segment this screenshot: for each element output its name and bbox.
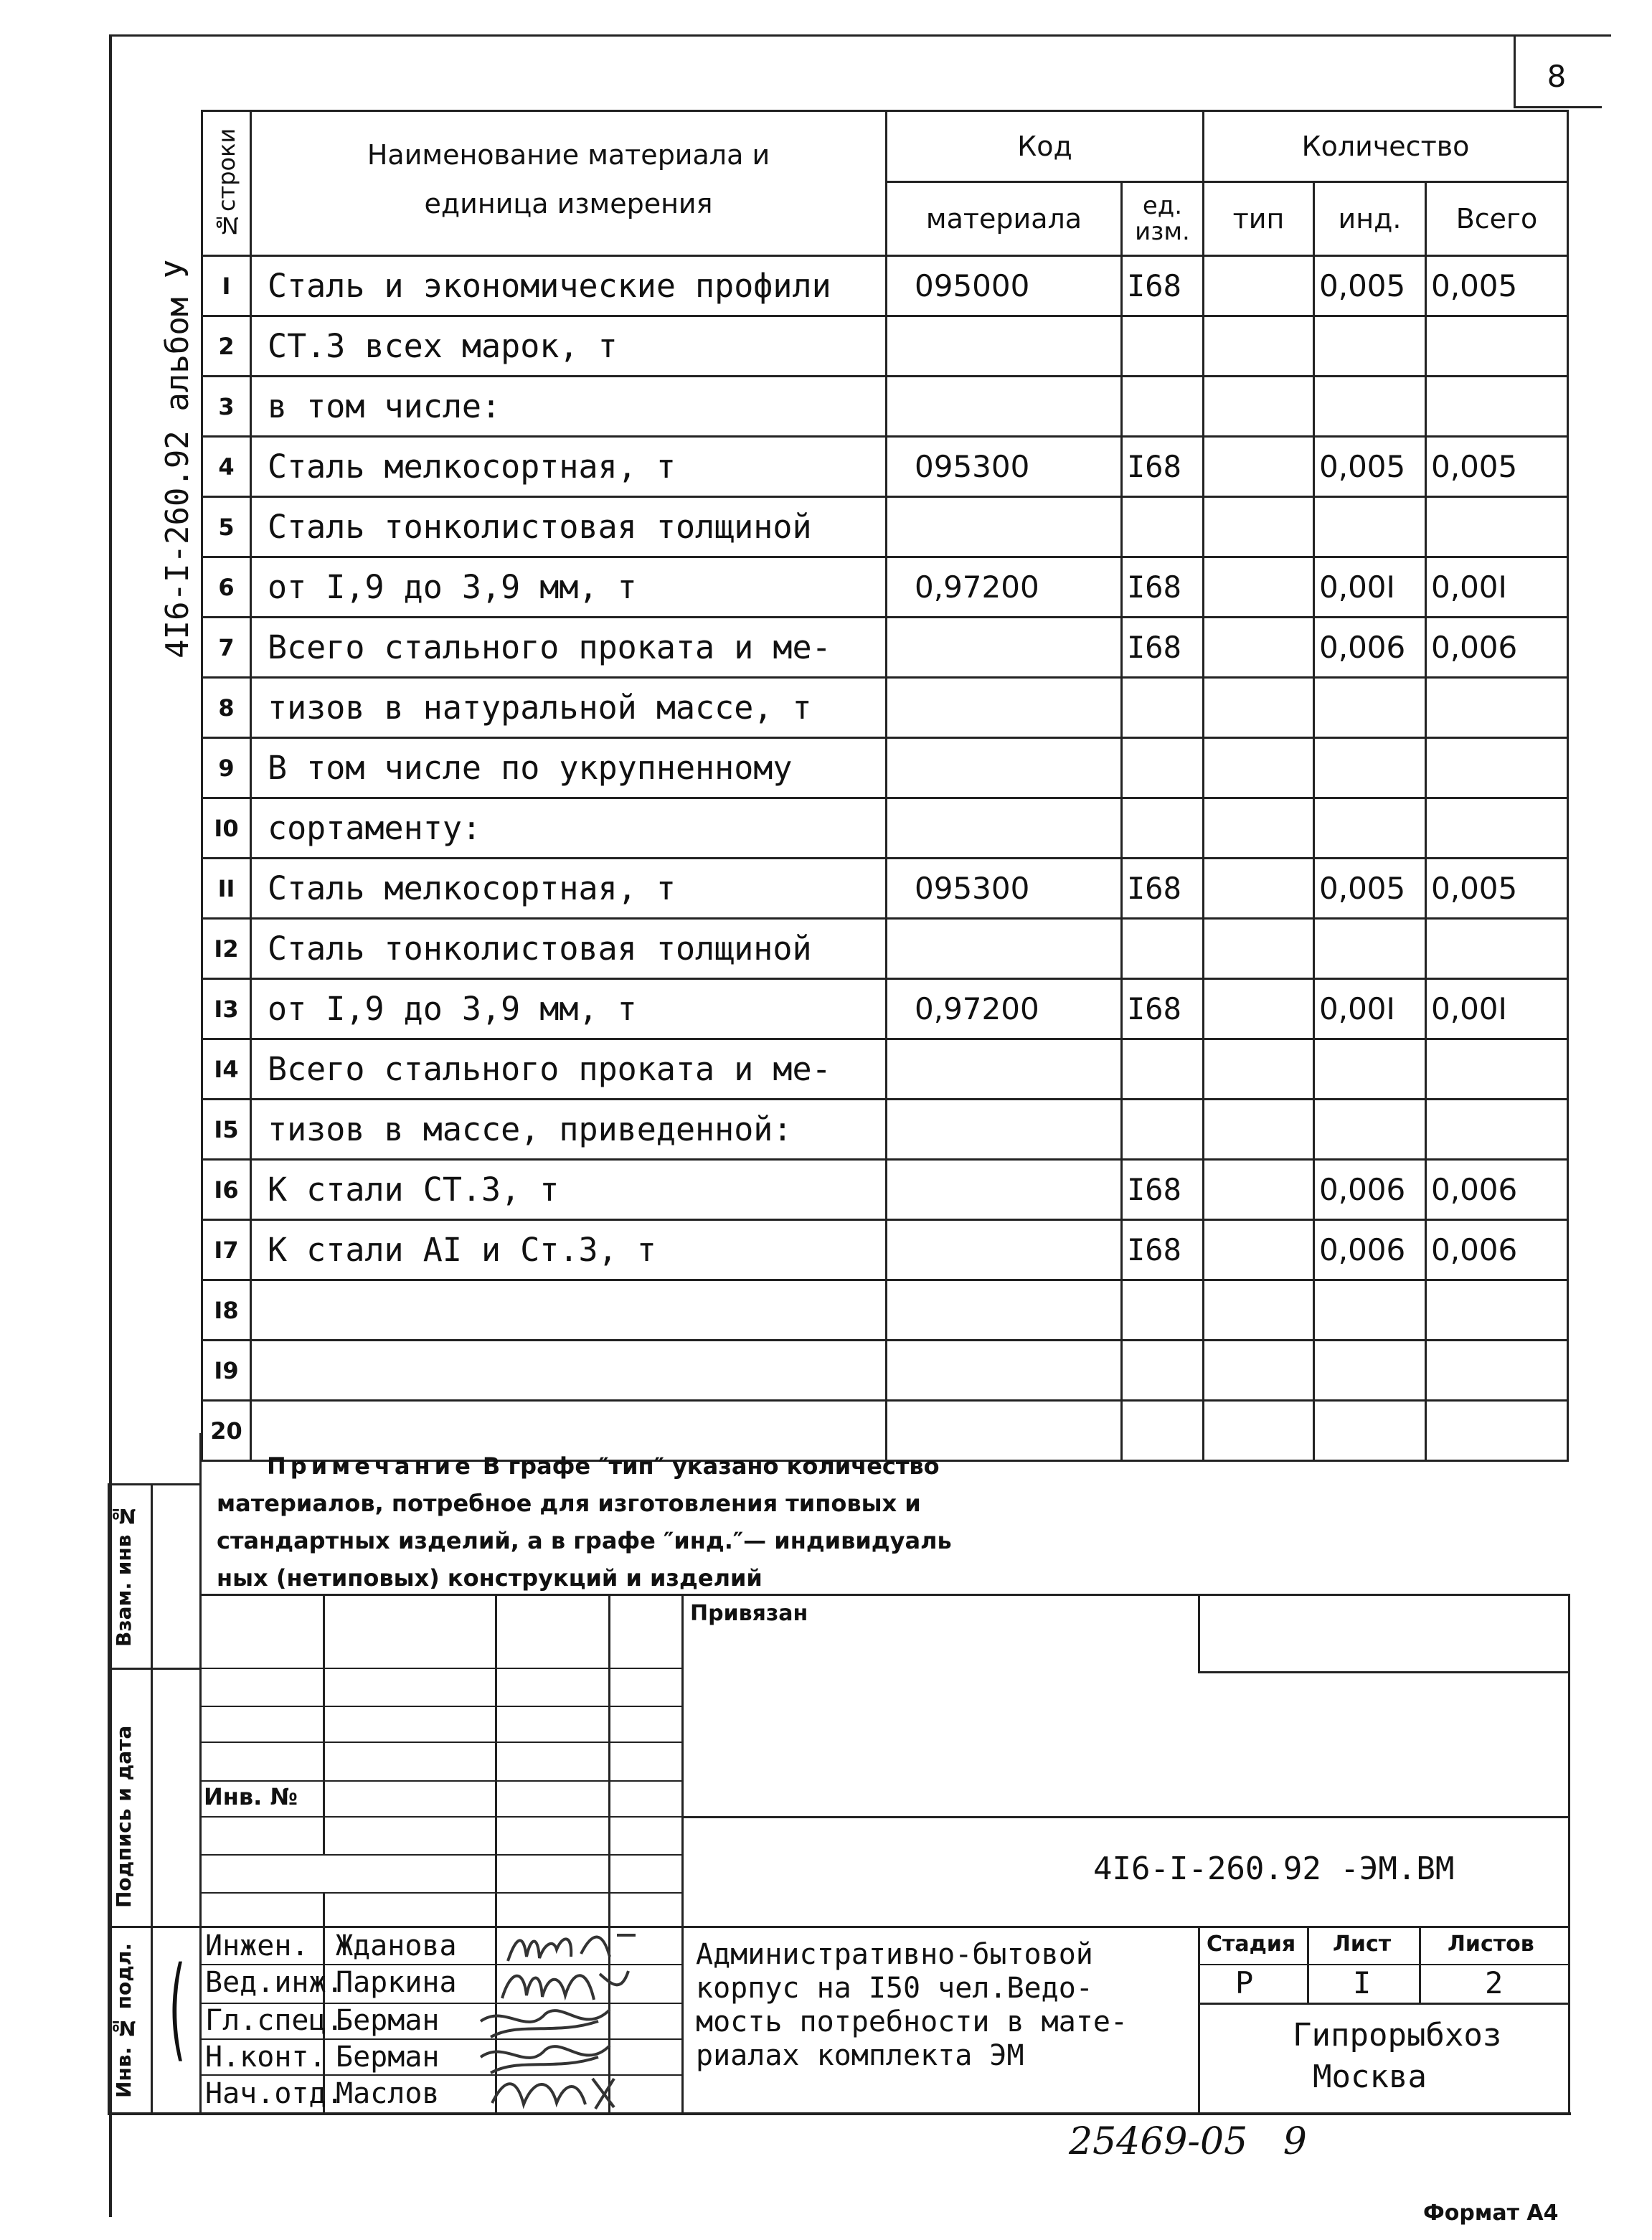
staff-role: Нач.отд. [205, 2077, 344, 2110]
qty-ind: 0,006 [1314, 1160, 1426, 1220]
row-number: 2 [202, 316, 251, 377]
table-row [202, 377, 1568, 437]
qty-total [1426, 678, 1568, 738]
material-name [251, 1280, 887, 1341]
qty-ind [1314, 678, 1426, 738]
material-name: СТ.3 всех марок, т [251, 316, 887, 377]
qty-total: 0,005 [1426, 256, 1568, 316]
table-row [202, 316, 1568, 377]
unit-code [1122, 316, 1204, 377]
material-name: Сталь тонколистовая толщиной [251, 497, 887, 557]
table-row [202, 1160, 1568, 1220]
materials-table [201, 110, 1569, 1462]
qty-type [1204, 738, 1314, 798]
qty-total: 0,00I [1426, 557, 1568, 618]
material-name [251, 1341, 887, 1401]
unit-code: I68 [1122, 1220, 1204, 1280]
table-row [202, 798, 1568, 859]
row-number: 4 [202, 437, 251, 497]
material-name: Всего стального проката и ме- [251, 618, 887, 678]
material-code: 0,97200 [887, 979, 1122, 1039]
unit-code [1122, 1039, 1204, 1100]
qty-total: 0,006 [1426, 1160, 1568, 1220]
unit-code [1122, 377, 1204, 437]
unit-code [1122, 798, 1204, 859]
material-code [887, 377, 1122, 437]
material-name: Сталь мелкосортная, т [251, 859, 887, 919]
stage-value: Р [1235, 1965, 1254, 2000]
qty-ind: 0,005 [1314, 256, 1426, 316]
qty-type [1204, 1341, 1314, 1401]
material-name: тизов в натуральной массе, т [251, 678, 887, 738]
qty-type [1204, 1039, 1314, 1100]
header-name: Наименование материала и единица измерения [251, 111, 887, 256]
qty-ind: 0,005 [1314, 437, 1426, 497]
qty-ind [1314, 1100, 1426, 1160]
sheet-label: Лист [1333, 1932, 1392, 1957]
table-row [202, 497, 1568, 557]
header-qty-type: тип [1204, 182, 1314, 256]
qty-type [1204, 618, 1314, 678]
material-code [887, 919, 1122, 979]
material-code [887, 798, 1122, 859]
staff-name: Маслов [336, 2077, 440, 2110]
material-code [887, 1039, 1122, 1100]
material-code [887, 618, 1122, 678]
staff-name: Берман [336, 2041, 440, 2074]
material-name: К стали СТ.3, т [251, 1160, 887, 1220]
qty-type [1204, 316, 1314, 377]
header-code: Код [887, 111, 1204, 182]
unit-code: I68 [1122, 437, 1204, 497]
qty-type [1204, 1401, 1314, 1461]
qty-total [1426, 1401, 1568, 1461]
qty-total [1426, 1039, 1568, 1100]
material-name: от I,9 до 3,9 мм, т [251, 557, 887, 618]
privyazan-label: Привязан [690, 1601, 808, 1626]
qty-type [1204, 377, 1314, 437]
row-number: I6 [202, 1160, 251, 1220]
qty-type [1204, 859, 1314, 919]
qty-ind: 0,006 [1314, 618, 1426, 678]
note-line-1: В графе ″тип″ указано количество [482, 1452, 940, 1480]
material-code: 095000 [887, 256, 1122, 316]
document-code: 4I6-I-260.92 -ЭМ.ВМ [1093, 1851, 1455, 1887]
organization-name: Гипрорыбхоз [1293, 2017, 1502, 2054]
note [217, 1447, 1042, 1597]
unit-code: I68 [1122, 1160, 1204, 1220]
qty-total [1426, 497, 1568, 557]
qty-ind [1314, 1401, 1426, 1461]
qty-total [1426, 377, 1568, 437]
material-code [887, 316, 1122, 377]
table-row [202, 437, 1568, 497]
header-code-unit: ед. изм. [1122, 182, 1204, 256]
material-code [887, 1160, 1122, 1220]
qty-ind [1314, 1341, 1426, 1401]
material-name: В том числе по укрупненному [251, 738, 887, 798]
material-name: сортаменту: [251, 798, 887, 859]
qty-total: 0,006 [1426, 1220, 1568, 1280]
label-podpis-data: Подпись и дата [112, 1725, 136, 1908]
unit-code [1122, 1100, 1204, 1160]
qty-ind: 0,005 [1314, 859, 1426, 919]
note-label: Примечание [267, 1452, 475, 1480]
row-number: 20 [202, 1401, 251, 1461]
row-number: I9 [202, 1341, 251, 1401]
unit-code [1122, 1280, 1204, 1341]
staff-name: Берман [336, 2004, 440, 2037]
staff-name: Паркина [336, 1966, 457, 1999]
qty-type [1204, 678, 1314, 738]
material-name: тизов в массе, приведенной: [251, 1100, 887, 1160]
staff-role: Н.конт. [205, 2041, 326, 2074]
qty-ind [1314, 497, 1426, 557]
unit-code [1122, 497, 1204, 557]
qty-total: 0,005 [1426, 859, 1568, 919]
unit-code: I68 [1122, 557, 1204, 618]
table-row [202, 618, 1568, 678]
material-code [887, 497, 1122, 557]
qty-total [1426, 738, 1568, 798]
material-code [887, 738, 1122, 798]
qty-ind [1314, 738, 1426, 798]
qty-ind [1314, 1280, 1426, 1341]
row-number: 6 [202, 557, 251, 618]
table-row [202, 1039, 1568, 1100]
staff-role: Инжен. [205, 1929, 309, 1962]
note-line-2: материалов, потребное для изготовления типовых и [217, 1490, 921, 1517]
sheet-value: I [1353, 1965, 1372, 2000]
header-qty-ind: инд. [1314, 182, 1426, 256]
table-row [202, 979, 1568, 1039]
qty-type [1204, 919, 1314, 979]
header-row-no: №строки [202, 111, 251, 256]
unit-code: I68 [1122, 256, 1204, 316]
qty-total [1426, 919, 1568, 979]
row-number: 7 [202, 618, 251, 678]
material-code: 0,97200 [887, 557, 1122, 618]
qty-ind [1314, 919, 1426, 979]
material-name: Сталь тонколистовая толщиной [251, 919, 887, 979]
qty-type [1204, 798, 1314, 859]
label-vzam-inv: Взам. инв № [112, 1503, 136, 1648]
organization-city: Москва [1313, 2059, 1427, 2095]
row-number: I8 [202, 1280, 251, 1341]
material-code [887, 1280, 1122, 1341]
qty-ind: 0,00I [1314, 979, 1426, 1039]
header-qty-total: Всего [1426, 182, 1568, 256]
qty-type [1204, 1220, 1314, 1280]
unit-code [1122, 738, 1204, 798]
qty-ind: 0,006 [1314, 1220, 1426, 1280]
unit-code: I68 [1122, 618, 1204, 678]
row-number: I3 [202, 979, 251, 1039]
label-inv-podl: Инв. № подл. [112, 1943, 136, 2099]
side-stamp: 4I6-I-260.92 альбом У [159, 259, 196, 659]
qty-total [1426, 798, 1568, 859]
inv-no-label: Инв. № [204, 1783, 298, 1810]
row-number: 3 [202, 377, 251, 437]
table-row [202, 1100, 1568, 1160]
material-name: Всего стального проката и ме- [251, 1039, 887, 1100]
row-number: 8 [202, 678, 251, 738]
material-name: от I,9 до 3,9 мм, т [251, 979, 887, 1039]
material-code [887, 1100, 1122, 1160]
bracket-mark: ( [164, 1944, 190, 2074]
staff-name: Жданова [336, 1929, 457, 1962]
unit-code: I68 [1122, 979, 1204, 1039]
table-row [202, 1220, 1568, 1280]
row-number: I7 [202, 1220, 251, 1280]
row-number: II [202, 859, 251, 919]
material-name: К стали АI и Ст.3, т [251, 1220, 887, 1280]
header-quantity: Количество [1204, 111, 1568, 182]
format-label: Формат А4 [1423, 2201, 1559, 2226]
qty-total: 0,005 [1426, 437, 1568, 497]
sheets-value: 2 [1485, 1965, 1504, 2000]
qty-type [1204, 256, 1314, 316]
archive-number: 25469-05 9 [1069, 2120, 1307, 2163]
row-number: I [202, 256, 251, 316]
row-number: I4 [202, 1039, 251, 1100]
header-code-material: материала [887, 182, 1122, 256]
stage-label: Стадия [1207, 1932, 1296, 1957]
row-number: I2 [202, 919, 251, 979]
doc-title-line-1: Административно-бытовой [696, 1938, 1093, 1971]
row-number: I0 [202, 798, 251, 859]
row-number: 9 [202, 738, 251, 798]
row-number: I5 [202, 1100, 251, 1160]
doc-title-line-2: корпус на I50 чел.Ведо- [696, 1972, 1093, 2005]
qty-total [1426, 1100, 1568, 1160]
qty-type [1204, 1160, 1314, 1220]
doc-title-line-3: мость потребности в мате- [696, 2005, 1128, 2038]
qty-type [1204, 557, 1314, 618]
row-number: 5 [202, 497, 251, 557]
qty-type [1204, 437, 1314, 497]
material-code: 095300 [887, 437, 1122, 497]
material-code [887, 1341, 1122, 1401]
note-line-4: ных (нетиповых) конструкций и изделий [217, 1564, 763, 1592]
staff-role: Вед.инж. [205, 1966, 344, 1999]
sheets-label: Листов [1448, 1932, 1534, 1957]
sheet-number: 8 [1547, 59, 1567, 94]
note-line-3: стандартных изделий, а в графе ″инд.″— индивидуаль [217, 1527, 952, 1554]
signature-5 [488, 2071, 624, 2113]
qty-total [1426, 316, 1568, 377]
qty-type [1204, 1280, 1314, 1341]
unit-code [1122, 678, 1204, 738]
qty-ind [1314, 377, 1426, 437]
material-name: в том числе: [251, 377, 887, 437]
qty-ind: 0,00I [1314, 557, 1426, 618]
unit-code [1122, 919, 1204, 979]
table-row [202, 859, 1568, 919]
table-row [202, 1280, 1568, 1341]
qty-type [1204, 497, 1314, 557]
table-row [202, 678, 1568, 738]
table-row [202, 738, 1568, 798]
qty-ind [1314, 1039, 1426, 1100]
table-row [202, 919, 1568, 979]
table-row [202, 1341, 1568, 1401]
unit-code [1122, 1341, 1204, 1401]
table-row [202, 557, 1568, 618]
material-name: Сталь мелкосортная, т [251, 437, 887, 497]
material-code [887, 678, 1122, 738]
material-name: Сталь и экономические профили [251, 256, 887, 316]
table-row [202, 256, 1568, 316]
qty-ind [1314, 316, 1426, 377]
qty-type [1204, 979, 1314, 1039]
material-code: 095300 [887, 859, 1122, 919]
unit-code [1122, 1401, 1204, 1461]
qty-type [1204, 1100, 1314, 1160]
qty-total: 0,00I [1426, 979, 1568, 1039]
unit-code: I68 [1122, 859, 1204, 919]
material-code [887, 1220, 1122, 1280]
qty-total: 0,006 [1426, 618, 1568, 678]
qty-total [1426, 1341, 1568, 1401]
doc-title-line-4: риалах комплекта ЭМ [696, 2039, 1024, 2072]
qty-total [1426, 1280, 1568, 1341]
staff-role: Гл.спец. [205, 2004, 344, 2037]
qty-ind [1314, 798, 1426, 859]
